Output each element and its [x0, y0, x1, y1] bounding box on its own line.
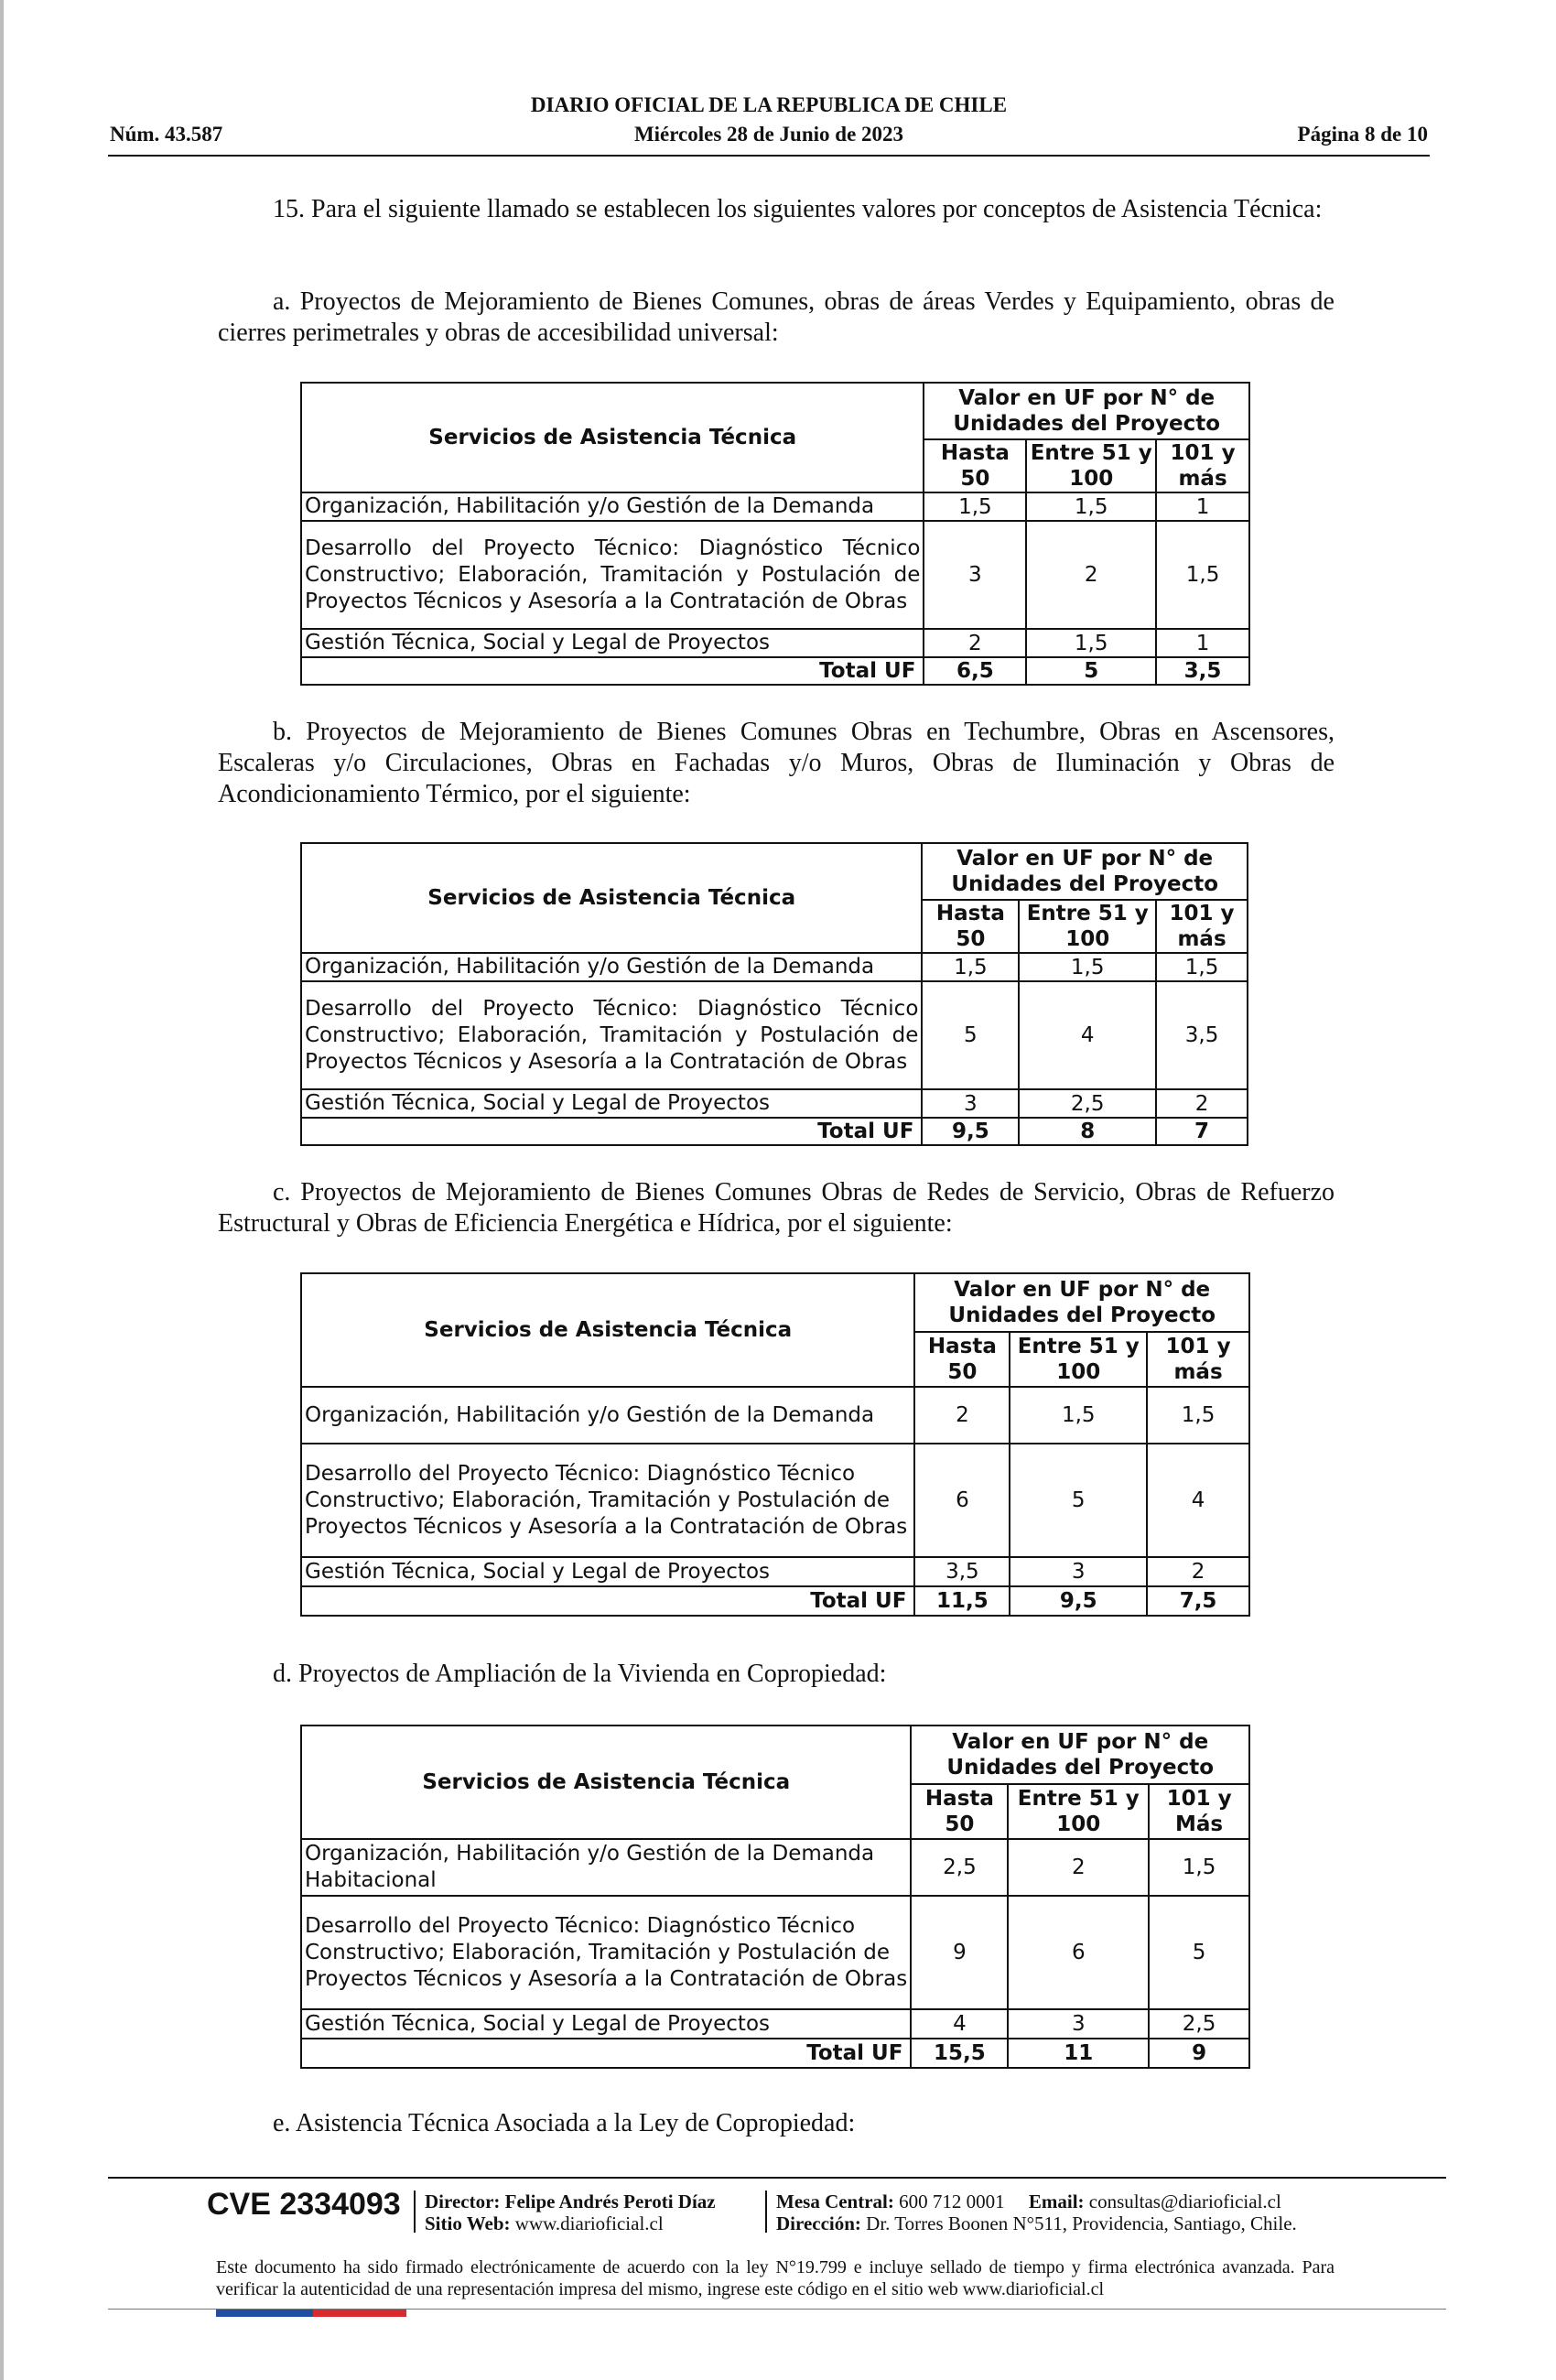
cell-value: 1,5 — [1026, 629, 1156, 657]
row-label: Gestión Técnica, Social y Legal de Proyectos — [301, 1557, 914, 1586]
row-label: Desarrollo del Proyecto Técnico: Diagnóstico Técnico Constructivo; Elaboración, Tramitación y Postulación de Proyectos Técnicos y Asesoría a la Contratación de Obras — [301, 1444, 914, 1557]
cell-value: 6 — [1008, 1896, 1149, 2009]
service-header: Servicios de Asistencia Técnica — [301, 843, 922, 953]
address-text: Dr. Torres Boonen N°511, Providencia, Santiago, Chile. — [866, 2212, 1297, 2234]
row-label: Desarrollo del Proyecto Técnico: Diagnóstico Técnico Constructivo; Elaboración, Tramitación y Postulación de Proyectos Técnicos y Asesoría a la Contratación de Obras — [301, 1896, 911, 2009]
section-a-paragraph: a. Proyectos de Mejoramiento de Bienes Comunes, obras de áreas Verdes y Equipamiento, obras de cierres perimetrales y obras de accesibilidad universal: — [218, 287, 1334, 347]
email-label: Email: — [1028, 2191, 1085, 2212]
total-row — [301, 2039, 1249, 2068]
table-section-d — [300, 1725, 1250, 2069]
group-header: Valor en UF por N° de Unidades del Proyecto — [911, 1726, 1249, 1784]
footer-divider — [108, 2177, 1446, 2179]
footer-director-block — [425, 2191, 716, 2234]
cell-value: 1,5 — [1156, 953, 1248, 981]
total-value: 9,5 — [922, 1118, 1019, 1145]
table-row — [301, 1896, 1249, 2009]
column-header: Hasta 50 — [922, 900, 1019, 953]
cell-value: 3,5 — [914, 1557, 1010, 1586]
table-section-b — [300, 842, 1248, 1146]
cell-value: 2,5 — [1149, 2009, 1249, 2039]
column-header: Entre 51 y 100 — [1026, 439, 1156, 492]
header-divider — [108, 155, 1430, 157]
intro-paragraph: 15. Para el siguiente llamado se establecen los siguientes valores por conceptos de Asistencia Técnica: — [273, 195, 1323, 223]
column-header: 101 y más — [1156, 900, 1248, 953]
service-header: Servicios de Asistencia Técnica — [301, 383, 924, 492]
total-value: 5 — [1026, 657, 1156, 685]
cell-value: 4 — [911, 2009, 1008, 2039]
cell-value: 4 — [1019, 981, 1156, 1089]
row-label: Organización, Habilitación y/o Gestión de la Demanda Habitacional — [301, 1839, 911, 1896]
column-header: Entre 51 y 100 — [1019, 900, 1156, 953]
row-label: Gestión Técnica, Social y Legal de Proyectos — [301, 2009, 911, 2039]
phone-number: 600 712 0001 — [899, 2191, 1005, 2212]
site-link[interactable]: www.diarioficial.cl — [514, 2212, 664, 2234]
cell-value: 2 — [1147, 1557, 1249, 1586]
cell-value: 2 — [1156, 1089, 1248, 1118]
footer-contact-block — [776, 2191, 1297, 2234]
total-label: Total UF — [301, 1586, 914, 1616]
group-header: Valor en UF por N° de Unidades del Proyecto — [924, 383, 1249, 439]
total-row — [301, 657, 1249, 685]
table-row — [301, 2009, 1249, 2039]
cell-value: 1,5 — [922, 953, 1019, 981]
total-value: 11 — [1008, 2039, 1149, 2068]
total-value: 15,5 — [911, 2039, 1008, 2068]
column-header: 101 y más — [1156, 439, 1249, 492]
address-label: Dirección: — [776, 2212, 861, 2234]
cell-value: 6 — [914, 1444, 1010, 1557]
section-b-paragraph: b. Proyectos de Mejoramiento de Bienes Comunes Obras en Techumbre, Obras en Ascensores, Escaleras y/o Circulaciones, Obras en Fachadas y/o Muros, Obras de Iluminación y Obras de Acondicionamiento Térmico, por el siguiente: — [218, 718, 1334, 808]
column-header: Hasta 50 — [911, 1784, 1008, 1839]
cell-value: 1,5 — [1147, 1387, 1249, 1444]
footer-separator — [765, 2191, 767, 2233]
table-row — [301, 521, 1249, 629]
table-section-a — [300, 382, 1250, 686]
cell-value: 1 — [1156, 492, 1249, 521]
total-value: 8 — [1019, 1118, 1156, 1145]
publication-title: DIARIO OFICIAL DE LA REPUBLICA DE CHILE — [530, 93, 1008, 116]
flag-stripe-blue — [216, 2310, 313, 2317]
table-row — [301, 492, 1249, 521]
total-label: Total UF — [301, 2039, 911, 2068]
cell-value: 1,5 — [1026, 492, 1156, 521]
table-row — [301, 1839, 1249, 1896]
cell-value: 1,5 — [1156, 521, 1249, 629]
page-header — [110, 93, 1428, 157]
cell-value: 3 — [1008, 2009, 1149, 2039]
table-row — [301, 629, 1249, 657]
column-header: 101 y más — [1147, 1332, 1249, 1387]
row-label: Desarrollo del Proyecto Técnico: Diagnóstico Técnico Constructivo; Elaboración, Tramitación y Postulación de Proyectos Técnicos y Asesoría a la Contratación de Obras — [301, 981, 922, 1089]
cell-value: 1,5 — [1019, 953, 1156, 981]
row-label: Organización, Habilitación y/o Gestión de la Demanda — [301, 492, 924, 521]
table-row — [301, 1387, 1249, 1444]
site-label: Sitio Web: — [425, 2212, 511, 2234]
director-label: Director: — [425, 2191, 501, 2212]
service-header: Servicios de Asistencia Técnica — [301, 1726, 911, 1839]
total-row — [301, 1586, 1249, 1616]
total-value: 9,5 — [1010, 1586, 1147, 1616]
table-section-c — [300, 1272, 1250, 1617]
cell-value: 4 — [1147, 1444, 1249, 1557]
section-e-paragraph: e. Asistencia Técnica Asociada a la Ley de Copropiedad: — [273, 2109, 856, 2137]
total-value: 3,5 — [1156, 657, 1249, 685]
cell-value: 3 — [924, 521, 1026, 629]
row-label: Gestión Técnica, Social y Legal de Proyectos — [301, 629, 924, 657]
cell-value: 5 — [1149, 1896, 1249, 2009]
cell-value: 1,5 — [1149, 1839, 1249, 1896]
cve-code: CVE 2334093 — [207, 2187, 401, 2222]
cell-value: 3 — [922, 1089, 1019, 1118]
total-value: 7 — [1156, 1118, 1248, 1145]
row-label: Gestión Técnica, Social y Legal de Proyectos — [301, 1089, 922, 1118]
column-header: Hasta 50 — [924, 439, 1026, 492]
total-value: 6,5 — [924, 657, 1026, 685]
total-label: Total UF — [301, 1118, 922, 1145]
cell-value: 5 — [1010, 1444, 1147, 1557]
section-c-paragraph: c. Proyectos de Mejoramiento de Bienes Comunes Obras de Redes de Servicio, Obras de Refuerzo Estructural y Obras de Eficiencia Energética e Hídrica, por el siguiente: — [218, 1178, 1334, 1238]
row-label: Organización, Habilitación y/o Gestión de la Demanda — [301, 1387, 914, 1444]
cell-value: 5 — [922, 981, 1019, 1089]
group-header: Valor en UF por N° de Unidades del Proyecto — [914, 1273, 1249, 1332]
table-row — [301, 953, 1248, 981]
cell-value: 2 — [1026, 521, 1156, 629]
row-label: Desarrollo del Proyecto Técnico: Diagnóstico Técnico Constructivo; Elaboración, Tramitación y Postulación de Proyectos Técnicos y Asesoría a la Contratación de Obras — [301, 521, 924, 629]
cell-value: 2 — [924, 629, 1026, 657]
email-link[interactable]: consultas@diarioficial.cl — [1088, 2191, 1281, 2212]
page-number: Página 8 de 10 — [1297, 123, 1428, 146]
director-name: Felipe Andrés Peroti Díaz — [504, 2191, 716, 2212]
total-value: 9 — [1149, 2039, 1249, 2068]
cell-value: 2 — [1008, 1839, 1149, 1896]
phone-label: Mesa Central: — [776, 2191, 894, 2212]
total-value: 7,5 — [1147, 1586, 1249, 1616]
cell-value: 3 — [1010, 1557, 1147, 1586]
total-label: Total UF — [301, 657, 924, 685]
page-edge — [0, 0, 4, 2380]
cell-value: 1,5 — [924, 492, 1026, 521]
column-header: Entre 51 y 100 — [1008, 1784, 1149, 1839]
flag-stripe-red — [313, 2310, 406, 2317]
group-header: Valor en UF por N° de Unidades del Proyecto — [922, 843, 1248, 900]
column-header: Hasta 50 — [914, 1332, 1010, 1387]
table-row — [301, 1557, 1249, 1586]
footer-separator — [414, 2191, 416, 2233]
issue-number: Núm. 43.587 — [110, 123, 223, 146]
table-row — [301, 1089, 1248, 1118]
row-label: Organización, Habilitación y/o Gestión de la Demanda — [301, 953, 922, 981]
cell-value: 3,5 — [1156, 981, 1248, 1089]
service-header: Servicios de Asistencia Técnica — [301, 1273, 914, 1387]
table-row — [301, 981, 1248, 1089]
cell-value: 1 — [1156, 629, 1249, 657]
table-row — [301, 1444, 1249, 1557]
cell-value: 9 — [911, 1896, 1008, 2009]
cell-value: 2,5 — [911, 1839, 1008, 1896]
column-header: Entre 51 y 100 — [1010, 1332, 1147, 1387]
column-header: 101 y Más — [1149, 1784, 1249, 1839]
issue-date: Miércoles 28 de Junio de 2023 — [633, 123, 904, 146]
signature-note: Este documento ha sido firmado electrónicamente de acuerdo con la ley N°19.799 e incluye sellado de tiempo y firma electrónica avanzada. Para verificar la autenticidad de una representación impresa del mismo, ingrese este código en el sitio web www.diarioficial.cl — [216, 2257, 1334, 2299]
total-value: 11,5 — [914, 1586, 1010, 1616]
section-d-paragraph: d. Proyectos de Ampliación de la Vivienda en Copropiedad: — [273, 1660, 887, 1688]
cell-value: 2 — [914, 1387, 1010, 1444]
cell-value: 1,5 — [1010, 1387, 1147, 1444]
cell-value: 2,5 — [1019, 1089, 1156, 1118]
total-row — [301, 1118, 1248, 1145]
